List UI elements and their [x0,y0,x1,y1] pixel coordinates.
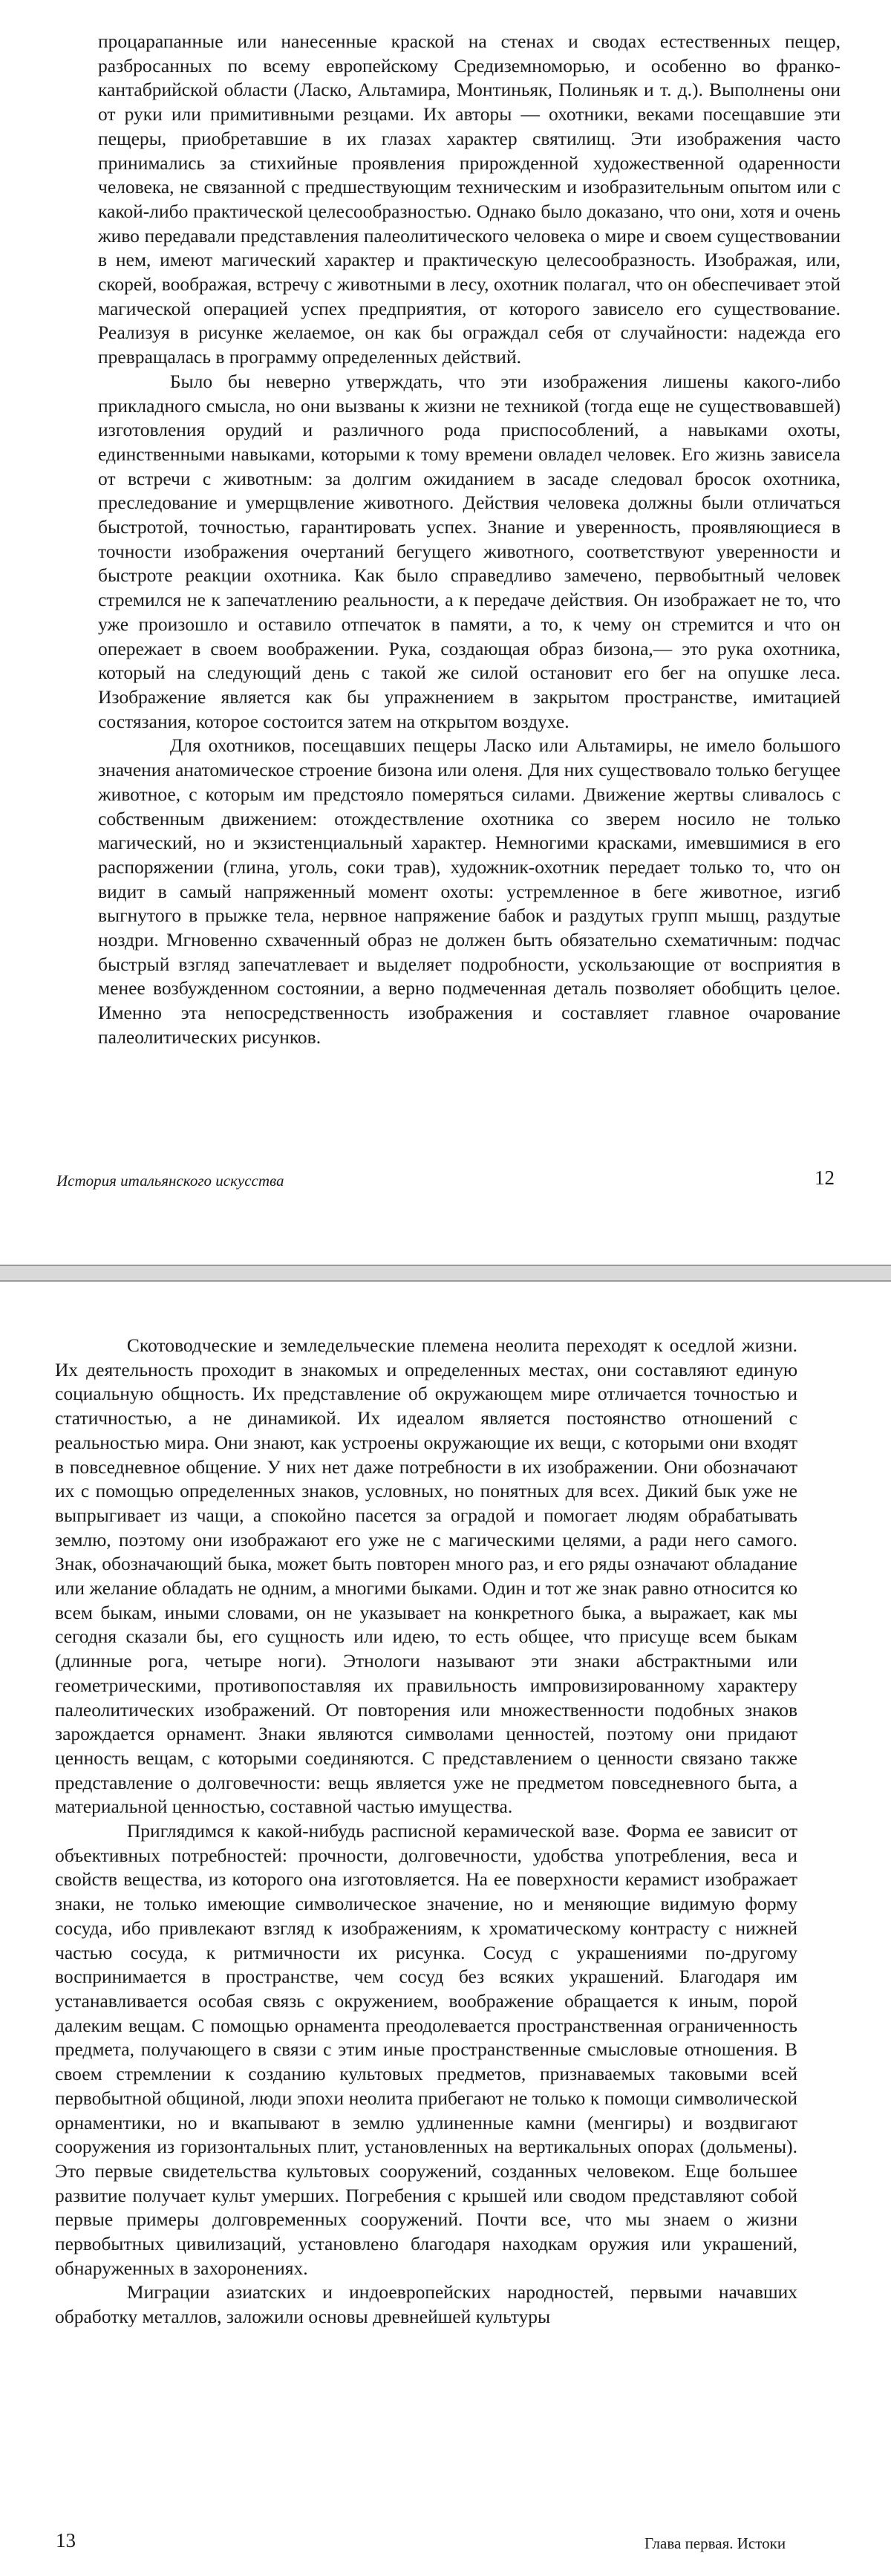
page-number: 13 [56,2529,76,2551]
paragraph: Приглядимся к какой-нибудь расписной керамической вазе. Форма ее зависит от объективных потребностей: прочности, долговечности, удобства употребления, веса и свойств вещества, из которого она изготовляется. На ее поверхности керамист изображает знаки, не только имеющие символическое значение, но и меняющие видимую форму сосуда, ибо привлекают взгляд к изображениям, к хроматическому контрасту с нижней частью сосуда, к ритмичности их рисунка. Сосуд с украшениями по-другому воспринимается в пространстве, чем сосуд без всяких украшений. Благодаря им устанавливается особая связь с окружением, воображение обращается к иным, порой далеким вещам. С помощью орнамента преодолевается пространственная ограниченность предмета, получающего в связи с этим иные пространственные смысловые отношения. В своем стремлении к созданию культовых предметов, признаваемых таковыми всей первобытной общиной, люди эпохи неолита прибегают не только к помощи символической орнаментики, но и вкапывают в землю удлиненные камни (менгиры) и воздвигают сооружения из горизонтальных плит, установленных на вертикальных опорах (дольмены). Это первые свидетельства культовых сооружений, созданных человеком. Еще большее развитие получает культ умерших. Погребения с крышей или сводом представляют собой первые примеры долговременных сооружений. Почти все, что мы знаем о жизни первобытных цивилизаций, установлено благодаря находкам оружия или украшений, обнаруженных в захоронениях. [55,1820,797,2279]
page-12-body [98,30,841,1050]
running-footer-title: Глава первая. Истоки [644,2534,786,2552]
paragraph: Было бы неверно утверждать, что эти изображения лишены какого-либо прикладного смысла, но они вызваны к жизни не техникой (тогда еще не существовавшей) изготовления орудий и различного рода приспособлений, а навыками охоты, единственными навыками, которыми к тому времени овладел человек. Его жизнь зависела от встречи с животным: за долгим ожиданием в засаде следовал бросок охотника, преследование и умерщвление животного. Действия человека должны были отличаться быстротой, точностью, гарантировать успех. Знание и уверенность, проявляющиеся в точности изображения очертаний бегущего животного, соответствуют уверенности и быстроте реакции охотника. Как было справедливо замечено, первобытный человек стремился не к запечатлению реальности, а к передаче действия. Он изображает не то, что уже произошло и оставило отпечаток в памяти, а то, к чему он стремится и что он опережает в своем воображении. Рука, создающая образ бизона,— это рука охотника, который на следующий день с такой же силой остановит его бег на опушке леса. Изображение является как бы упражнением в закрытом пространстве, имитацией состязания, которое состоится затем на открытом воздухе. [98,370,841,732]
page-13 [0,1280,891,2576]
paragraph: Миграции азиатских и индоевропейских народностей, первыми начавших обработку металлов, заложили основы древнейшей культуры [55,2281,797,2328]
page-number: 12 [815,1167,835,1189]
page-12 [0,0,891,1266]
paragraph: процарапанные или нанесенные краской на стенах и сводах естественных пещер, разбросанных по всему европейскому Средиземноморью, и особенно во франко-кантабрийской области (Ласко, Альтамира, Монтиньяк, Полиньяк и т. д.). Выполнены они от руки или примитивными резцами. Их авторы — охотники, веками посещавшие эти пещеры, приобретавшие в их глазах характер святилищ. Эти изображения часто принимались за стихийные проявления прирожденной художественной одаренности человека, не связанной с предшествующим техническим и изобразительным опытом или с какой-либо практической целесообразностью. Однако было доказано, что они, хотя и очень живо передавали представления палеолитического человека о мире и своем существовании в нем, имеют магический характер и практическую целесообразность. Изображая, или, скорей, воображая, встречу с животными в лесу, охотник полагал, что он обеспечивает этой магической операцией успех предприятия, от которого зависело его существование. Реализуя в рисунке желаемое, он как бы ограждал себя от случайности: надежда его превращалась в программу определенных действий. [98,30,841,368]
paragraph: Для охотников, посещавших пещеры Ласко или Альтамиры, не имело большого значения анатомическое строение бизона или оленя. Для них существовало только бегущее животное, с которым им предстояло померяться силами. Движение жертвы сливалось с собственным движением: отождествление охотника со зверем носило не только магический, но и экзистенциальный характер. Немногими красками, имевшимися в его распоряжении (глина, уголь, соки трав), художник-охотник передает только то, что он видит в самый напряженный момент охоты: устремленное в беге животное, изгиб выгнутого в прыжке тела, нервное напряжение бабок и раздутых групп мышц, раздутые ноздри. Мгновенно схваченный образ не должен быть обязательно схематичным: подчас быстрый взгляд запечатлевает и выделяет подробности, ускользающие от восприятия в менее возбужденном состоянии, а верно подмеченная деталь позволяет обобщить целое. Именно эта непосредственность изображения и составляет главное очарование палеолитических рисунков. [98,734,841,1048]
page-13-body [55,1334,797,2329]
running-footer-title: История итальянского искусства [56,1172,284,1190]
paragraph: Скотоводческие и земледельческие племена неолита переходят к оседлой жизни. Их деятельность проходит в знакомых и определенных местах, они составляют единую социальную общность. Их представление об окружающем мире отличается точностью и статичностью, а не динамикой. Их идеалом является постоянство отношений с реальностью мира. Они знают, как устроены окружающие их вещи, с которыми они входят в повседневное общение. У них нет даже потребности в их изображении. Они обозначают их с помощью определенных знаков, условных, но понятных для всех. Дикий бык уже не выпрыгивает из чащи, а спокойно пасется за оградой и помогает людям обрабатывать землю, поэтому они изображают его уже не с магическими целями, а ради него самого. Знак, обозначающий быка, может быть повторен много раз, и его ряды означают обладание или желание обладать не одним, а многими быками. Один и тот же знак равно относится ко всем быкам, иными словами, он не указывает на конкретного быка, а выражает, как мы сегодня сказали бы, его сущность или идею, то есть общее, что присуще всем быкам (длинные рога, четыре ноги). Этнологи называют эти знаки абстрактными или геометрическими, противопоставляя их правильность импровизированному характеру палеолитических изображений. От повторения или множественности подобных знаков зарождается орнамент. Знаки являются символами ценностей, поэтому они придают ценность вещам, с которыми соединяются. С представлением о ценности связано также представление о долговечности: вещь является уже не предметом повседневного быта, а материальной ценностью, составной частью имущества. [55,1334,797,1818]
